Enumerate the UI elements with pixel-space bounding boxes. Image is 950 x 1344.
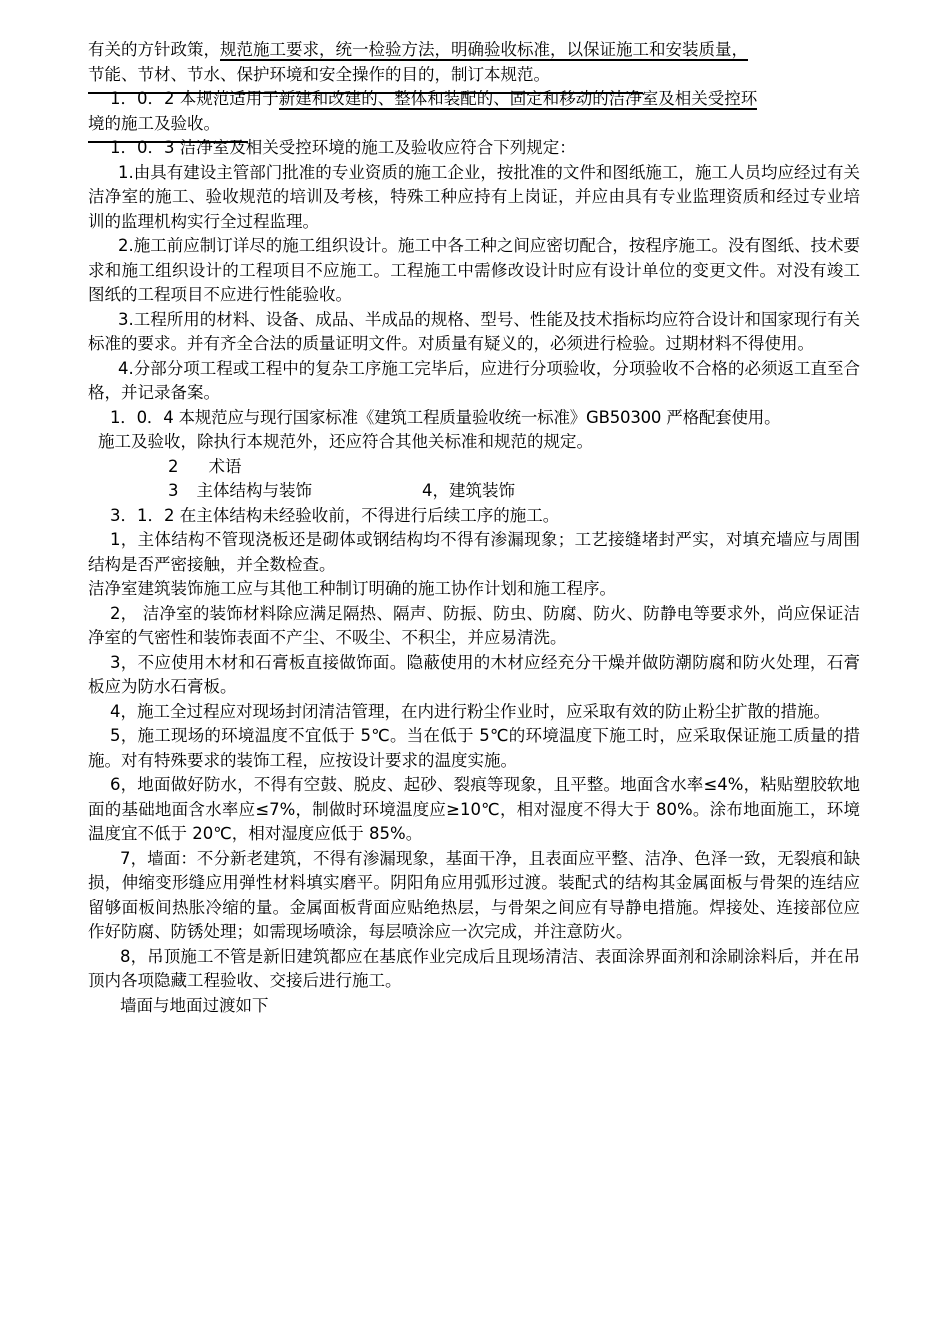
paragraph: 2， 洁净室的装饰材料除应满足隔热、隔声、防振、防虫、防腐、防火、防静电等要求外，尚应保证洁净室的气密性和装饰表面不产尘、不吸尘、不积尘，并应易清洗。 — [88, 603, 860, 647]
paragraph: 6，地面做好防水，不得有空鼓、脱皮、起砂、裂痕等现象，且平整。地面含水率≤4%，粘贴塑胶软地面的基础地面含水率应≤7%，制做时环境温度应≥10℃，相对湿度不得大于 80%。涂布地面施工，环境温度宜不低于 20℃，相对湿度应低于 85%。 — [88, 775, 860, 843]
paragraph: 节能、节材、节水、保护环境和安全操作的目的，制订本规范。 — [88, 64, 550, 84]
section-number: 2 — [168, 456, 179, 476]
section-heading — [88, 479, 860, 504]
section-title: 4，建筑装饰 — [422, 481, 515, 500]
paragraph: 墙面与地面过渡如下 — [120, 995, 269, 1015]
paragraph: 7，墙面：不分新老建筑，不得有渗漏现象，基面干净，且表面应平整、洁净、色泽一致，无裂痕和缺损，伸缩变形缝应用弹性材料填实磨平。阴阳角应用弧形过渡。装配式的结构其金属面板与骨架的连结应留够面板间热胀冷缩的量。金属面板背面应贴绝热层，与骨架之间应有导静电措施。焊接处、连接部位应作好防腐、防锈处理；如需现场喷涂，每层喷涂应一次完成，并注意防火。 — [88, 848, 860, 941]
paragraph — [88, 87, 860, 112]
paragraph: 1，主体结构不管现浇板还是砌体或钢结构均不得有渗漏现象；工艺接缝堵封严实，对填充墙应与周围结构是否严密接触，并全数检查。 — [88, 530, 860, 574]
paragraph: 施工及验收，除执行本规范外，还应符合其他关标准和规范的规定。 — [98, 432, 593, 451]
paragraph: 3．1．2 在主体结构未经验收前，不得进行后续工序的施工。 — [110, 505, 560, 525]
section-title: 主体结构与装饰 — [196, 481, 312, 500]
paragraph: 洁净室建筑装饰施工应与其他工种制订明确的施工协作计划和施工程序。 — [88, 579, 616, 598]
paragraph: 4.分部分项工程或工程中的复杂工序施工完毕后，应进行分项验收，分项验收不合格的必须返工直至合格，并记录备案。 — [88, 358, 860, 402]
paragraph: 4，施工全过程应对现场封闭清洁管理，在内进行粉尘作业时，应采取有效的防止粉尘扩散的措施。 — [110, 701, 830, 721]
underlined-text: 新建和改建的、整体和装配的、固定和移动的洁净室及相关受控环 — [278, 89, 758, 108]
paragraph: 1.由具有建设主管部门批准的专业资质的施工企业，按批准的文件和图纸施工，施工人员均应经过有关洁净室的施工、验收规范的培训及考核，特殊工种应持有上岗证，并应由具有专业监理资质和经过专业培训的监理机构实行全过程监理。 — [88, 162, 860, 231]
paragraph: 8，吊顶施工不管是新旧建筑都应在基底作业完成后且现场清洁、表面涂界面剂和涂刷涂料后，并在吊顶内各项隐藏工程验收、交接后进行施工。 — [88, 946, 860, 990]
paragraph: 5，施工现场的环境温度不宜低于 5℃。当在低于 5℃的环境温度下施工时，应采取保证施工质量的措施。对有特殊要求的装饰工程，应按设计要求的温度实施。 — [88, 726, 860, 770]
underlined-text: 规范施工要求，统一检验方法，明确验收标准，以保证施工和安装质量， — [220, 40, 748, 59]
text-span: 有关的方针政策， — [88, 40, 220, 59]
paragraph: 1．0．3 洁净室及相关受控环境的施工及验收应符合下列规定： — [110, 138, 576, 157]
paragraph: 境的施工及验收。 — [88, 113, 220, 133]
section-title: 术语 — [208, 456, 242, 476]
paragraph: 2.施工前应制订详尽的施工组织设计。施工中各工种之间应密切配合，按程序施工。没有图纸、技术要求和施工组织设计的工程项目不应施工。工程施工中需修改设计时应有设计单位的变更文件。对没有竣工图纸的工程项目不应进行性能验收。 — [88, 236, 860, 304]
paragraph: 1．0．4 本规范应与现行国家标准《建筑工程质量验收统一标准》GB50300 严格配套使用。 — [110, 407, 781, 427]
document-body — [88, 38, 860, 1018]
paragraph — [88, 38, 860, 63]
section-heading — [88, 455, 860, 480]
section-number: 3 — [168, 481, 179, 500]
paragraph: 3，不应使用木材和石膏板直接做饰面。隐蔽使用的木材应经充分干燥并做防潮防腐和防火处理，石膏板应为防水石膏板。 — [88, 652, 860, 696]
paragraph: 3.工程所用的材料、设备、成品、半成品的规格、型号、性能及技术指标均应符合设计和国家现行有关标准的要求。并有齐全合法的质量证明文件。对质量有疑义的，必须进行检验。过期材料不得使用。 — [88, 309, 860, 353]
clause-number: 1．0．2 本规范适用于 — [110, 89, 279, 108]
